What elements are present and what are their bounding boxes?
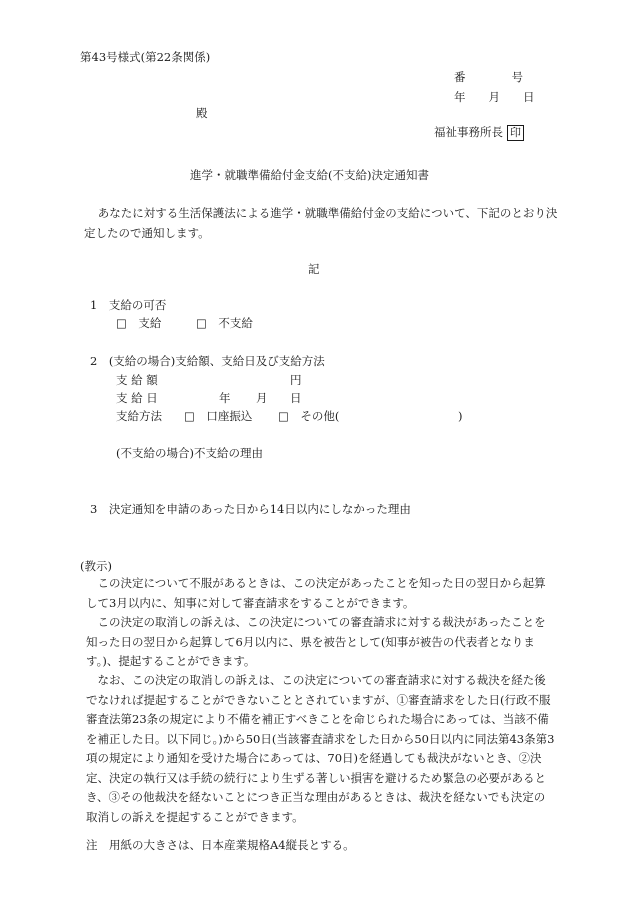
refusal-reason-heading: (不支給の場合)不支給の理由 (116, 446, 263, 460)
amount-unit: 円 (290, 373, 302, 387)
payment-date-day: 日 (290, 391, 302, 405)
section2-heading: 2 (支給の場合)支給額、支給日及び支給方法 (90, 354, 325, 368)
payment-date-year: 年 (219, 391, 231, 405)
option-nonpay-checkbox[interactable]: □ 不支給 (196, 316, 253, 330)
instruction-heading: (教示) (80, 559, 112, 573)
method-other-close-paren: ) (458, 409, 463, 423)
ki-heading: 記 (308, 262, 320, 276)
instruction-paragraph-2: この決定の取消しの訴えは、この決定についての審査請求に対する裁決があったことを知った日の翌日から起算して6月以内に、県を被告として(知事が被告の代表者となります。)、提起することができます。 (86, 615, 546, 668)
option-pay-checkbox[interactable]: □ 支給 (116, 316, 162, 330)
document-title: 進学・就職準備給付金支給(不支給)決定通知書 (190, 168, 429, 182)
payment-date-month: 月 (256, 391, 268, 405)
document-date-label: 年 月 日 (454, 90, 535, 104)
document-number-label: 番 号 (454, 70, 523, 84)
paper-size-note: 注 用紙の大きさは、日本産業規格A4縦長とする。 (86, 838, 355, 852)
recipient-honorific: 殿 (196, 106, 208, 120)
form-number: 第43号様式(第22条関係) (80, 50, 211, 64)
issuer-title: 福祉事務所長 (434, 125, 503, 139)
amount-label: 支 給 額 (116, 373, 158, 387)
payment-method-label: 支給方法 (116, 409, 162, 423)
instruction-paragraph-1: この決定について不服があるときは、この決定があったことを知った日の翌日から起算して3月以内に、知事に対して審査請求をすることができます。 (86, 576, 546, 610)
section3-heading: 3 決定通知を申請のあった日から14日以内にしなかった理由 (90, 502, 411, 516)
method-other-checkbox[interactable]: □ その他( (278, 409, 340, 423)
seal-icon: 印 (507, 125, 524, 141)
section1-heading: 1 支給の可否 (90, 298, 167, 312)
method-bank-transfer-checkbox[interactable]: □ 口座振込 (184, 409, 253, 423)
instruction-paragraph-3: なお、この決定の取消しの訴えは、この決定についての審査請求に対する裁決を経た後でなければ提起することができないこととされていますが、①審査請求をした日(行政不服審査法第23条の規定により不備を補正すべきことを命じられた場合にあっては、当該不備を補正した日。以下同じ。)から50日(当該審査請求をした日から50日以内に同法第43条第3項の規定により通知を受けた場合にあっては、70日)を経過しても裁決がないとき、②決定、決定の執行又は手続の続行により生ずる著しい損害を避けるため緊急の必要があるとき、③その他裁決を経ないことにつき正当な理由があるときは、裁決を経ないでも決定の取消しの訴えを提起することができます。 (86, 673, 555, 824)
intro-paragraph: あなたに対する生活保護法による進学・就職準備給付金の支給について、下記のとおり決定したので通知します。 (84, 206, 558, 240)
issuer-line (434, 125, 524, 141)
payment-date-label: 支 給 日 (116, 391, 158, 405)
